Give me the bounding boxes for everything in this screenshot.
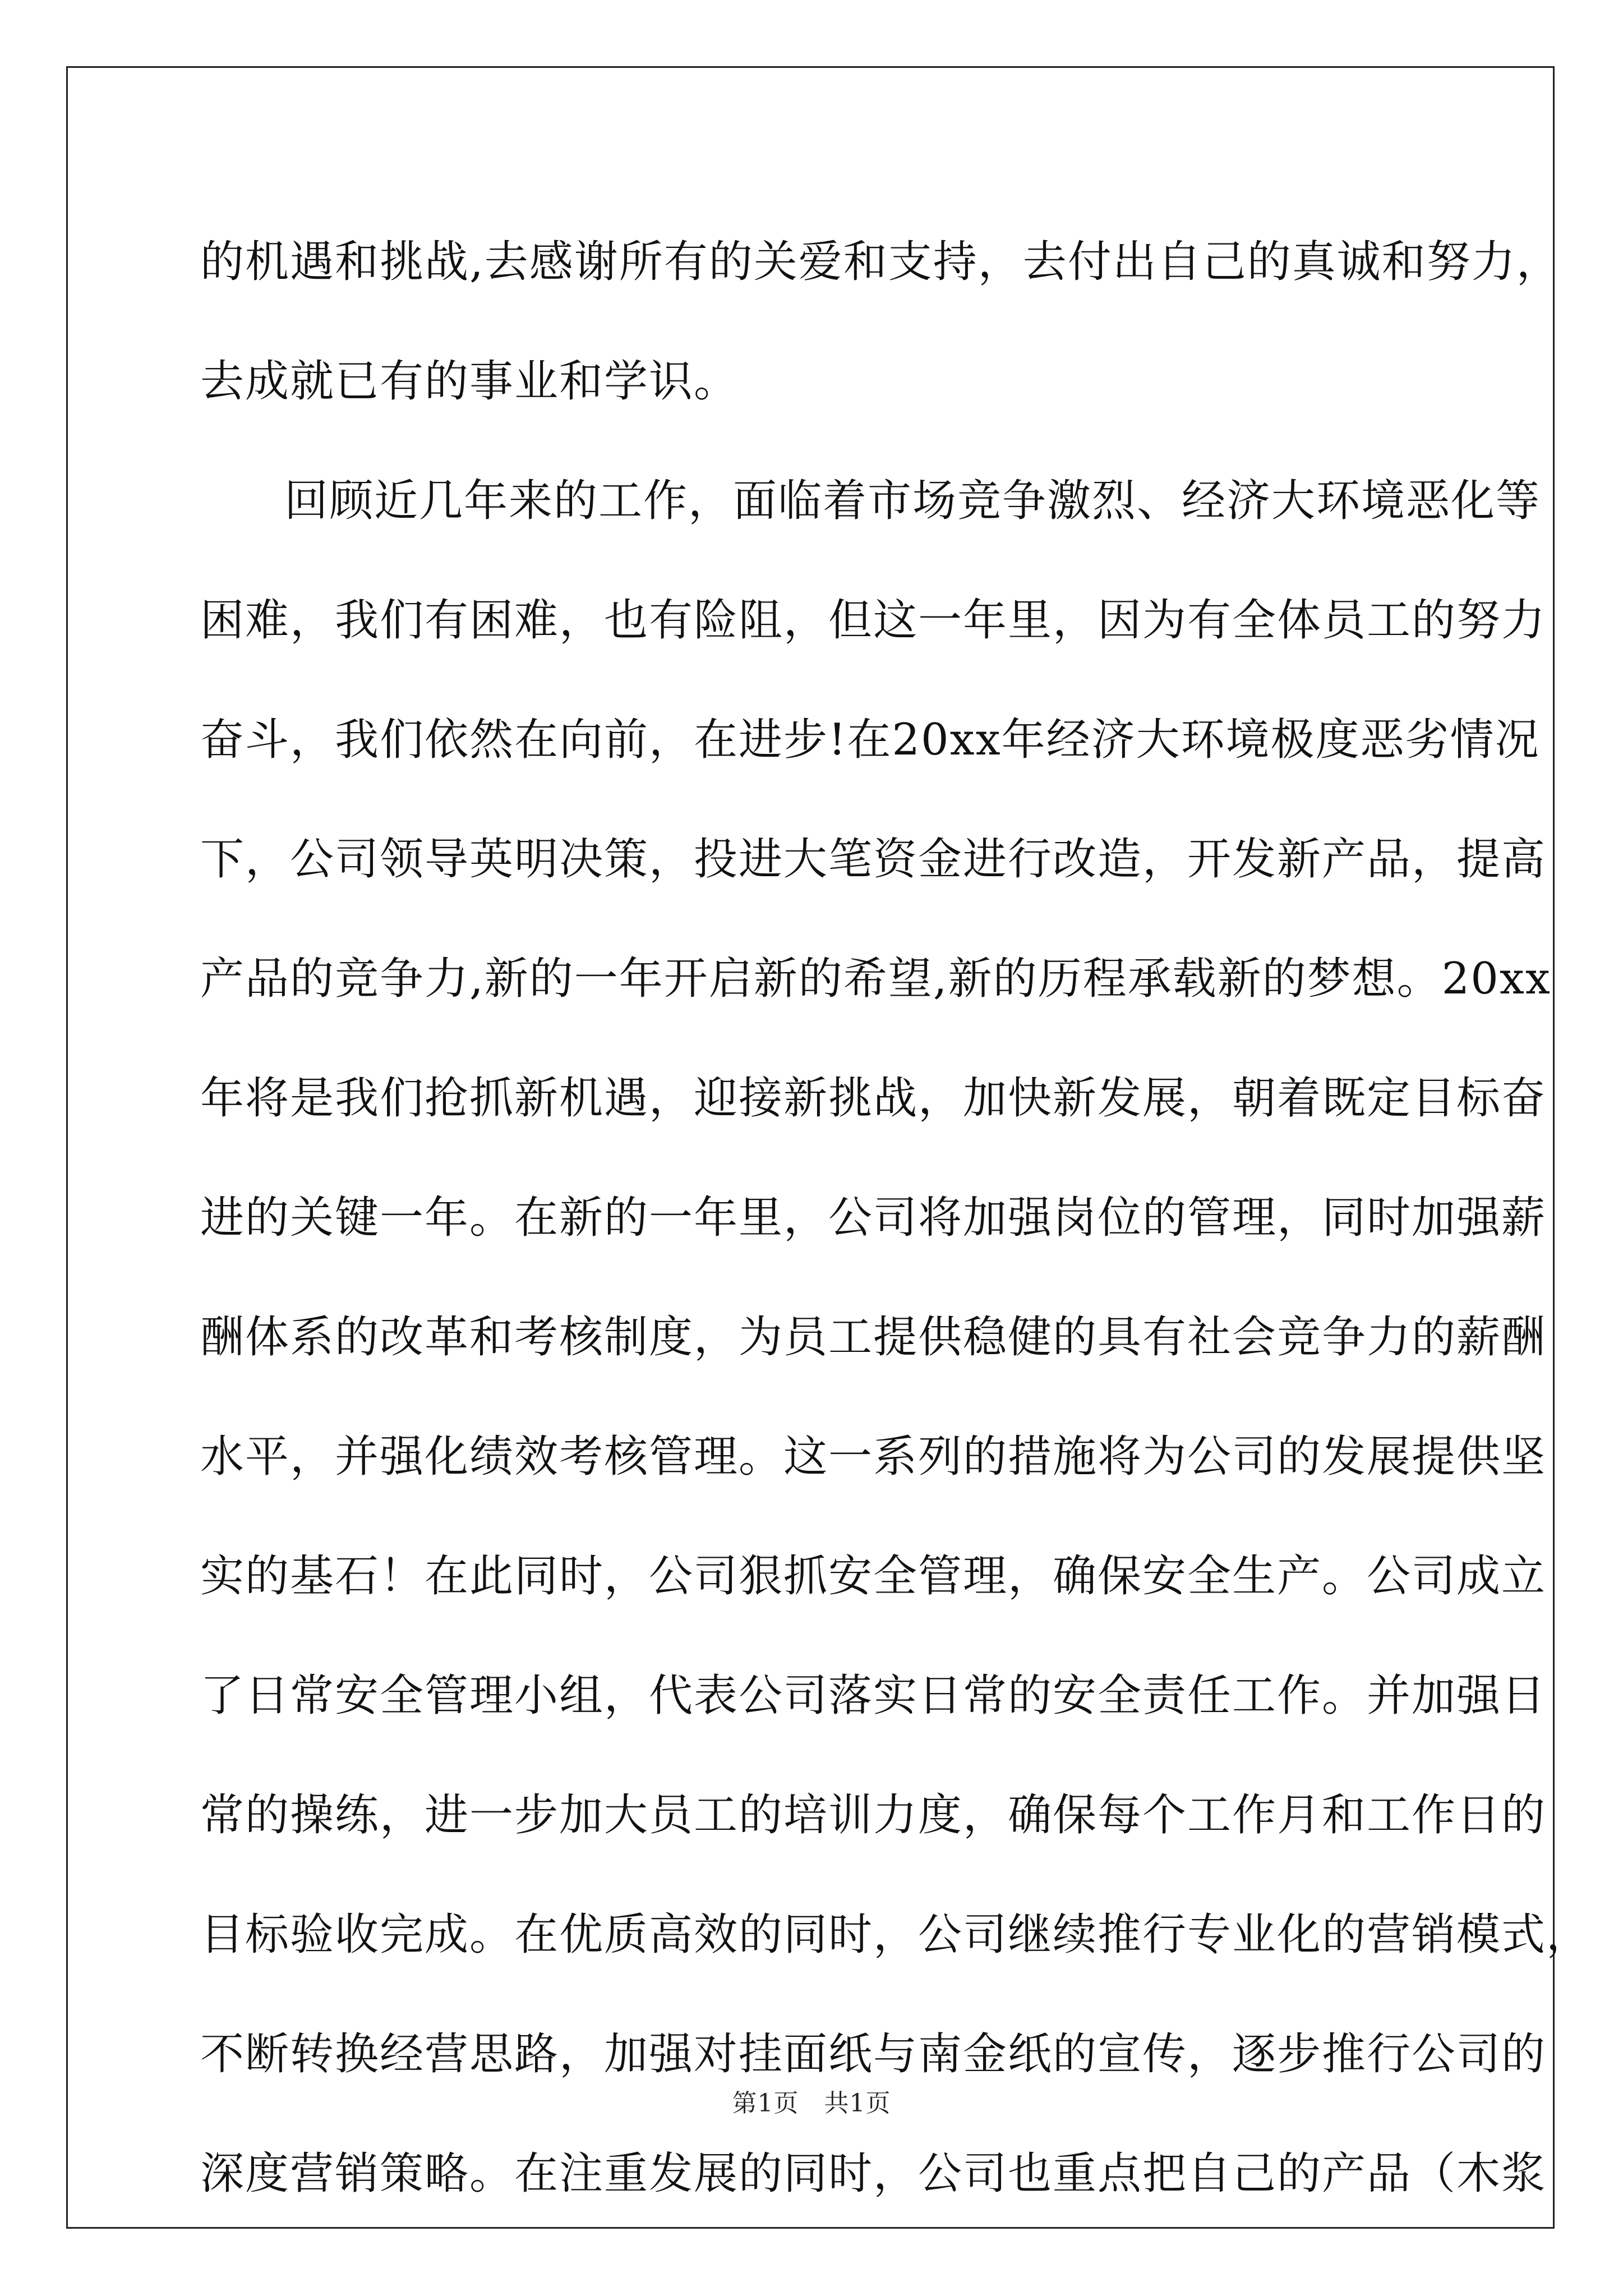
text-line: 常的操练，进一步加大员工的培训力度，确保每个工作月和工作日的	[200, 1790, 1547, 1841]
text-line: 奋斗，我们依然在向前，在进步!在20xx年经济大环境极度恶劣情况	[200, 715, 1540, 765]
paragraph-start-line: 回顾近几年来的工作，面临着市场竞争激烈、经济大环境恶化等	[284, 476, 1541, 526]
text-line: 不断转换经营思路，加强对挂面纸与南金纸的宣传，逐步推行公司的	[200, 2029, 1547, 2079]
text-line: 产品的竞争力,新的一年开启新的希望,新的历程承载新的梦想。20xx	[200, 954, 1551, 1004]
text-line: 酬体系的改革和考核制度，为员工提供稳健的具有社会竞争力的薪酬	[200, 1312, 1547, 1363]
text-line: 困难，我们有困难，也有险阻，但这一年里，因为有全体员工的努力	[200, 595, 1547, 646]
text-line: 水平，并强化绩效考核管理。这一系列的措施将为公司的发展提供坚	[200, 1432, 1547, 1482]
body-text	[200, 203, 1592, 2234]
text-line: 目标验收完成。在优质高效的同时，公司继续推行专业化的营销模式，	[200, 1910, 1592, 1960]
text-line: 了日常安全管理小组，代表公司落实日常的安全责任工作。并加强日	[200, 1671, 1547, 1721]
text-line: 的机遇和挑战,去感谢所有的关爱和支持，去付出自己的真诚和努力，	[200, 237, 1561, 287]
page-number-footer: 第1页 共1页	[732, 2089, 891, 2118]
text-line: 深度营销策略。在注重发展的同时，公司也重点把自己的产品（木浆	[200, 2148, 1547, 2199]
text-line: 下，公司领导英明决策，投进大笔资金进行改造，开发新产品，提高	[200, 834, 1547, 885]
text-line: 进的关键一年。在新的一年里，公司将加强岗位的管理，同时加强薪	[200, 1193, 1547, 1243]
text-line: 实的基石！在此同时，公司狠抓安全管理，确保安全生产。公司成立	[200, 1551, 1547, 1602]
text-line: 去成就已有的事业和学识。	[200, 356, 739, 407]
text-line: 年将是我们抢抓新机遇，迎接新挑战，加快新发展，朝着既定目标奋	[200, 1073, 1547, 1124]
